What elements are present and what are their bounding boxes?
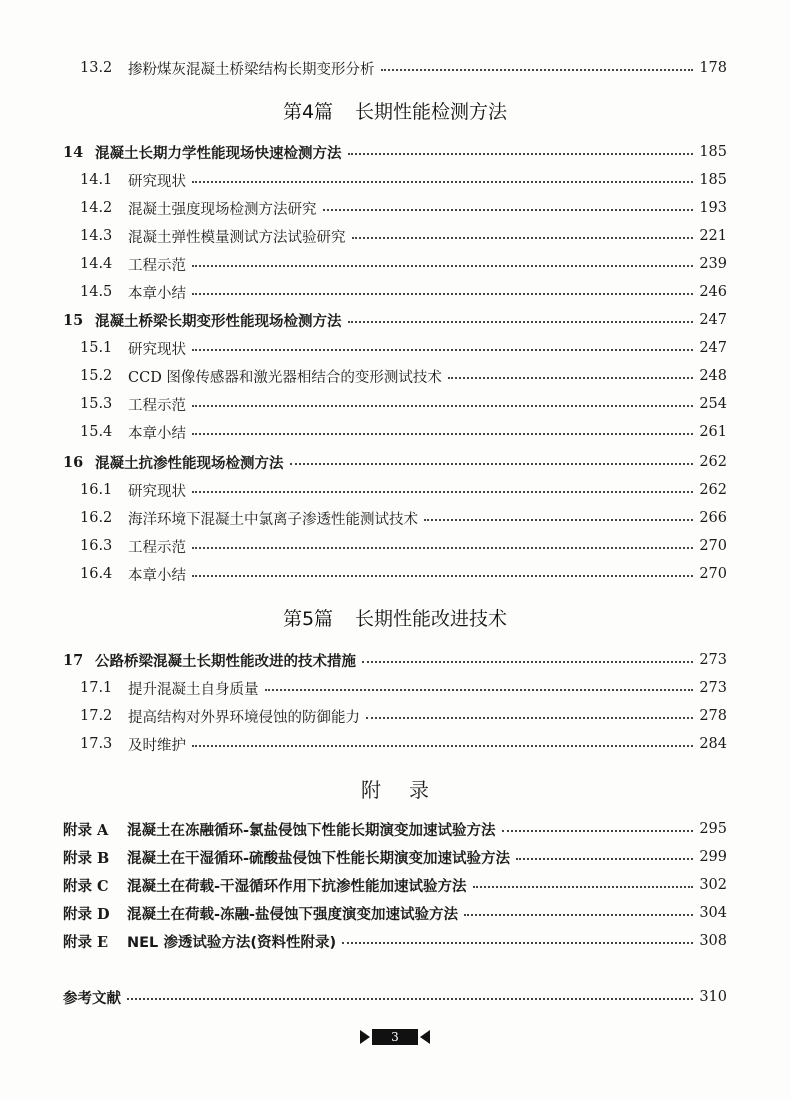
dot-leader xyxy=(192,405,693,407)
entry-page: 178 xyxy=(699,60,727,76)
toc-chapter[interactable] xyxy=(63,450,727,474)
chapter-page: 185 xyxy=(699,144,727,160)
dot-leader xyxy=(290,463,694,465)
entry-page: 193 xyxy=(699,200,727,216)
entry-page: 248 xyxy=(699,368,727,384)
toc-entry[interactable] xyxy=(80,280,727,304)
appendix-page: 302 xyxy=(699,877,727,893)
toc-entry[interactable] xyxy=(80,478,727,502)
toc-appendix[interactable] xyxy=(63,929,727,953)
entry-number: 14.3 xyxy=(80,228,113,244)
chapter-number: 15 xyxy=(63,311,84,329)
chapter-number: 16 xyxy=(63,453,84,471)
dot-leader xyxy=(192,181,693,183)
entry-title: 提高结构对外界环境侵蚀的防御能力 xyxy=(128,709,360,726)
dot-leader xyxy=(381,69,694,71)
entry-page: 270 xyxy=(699,566,727,582)
appendix-page: 299 xyxy=(699,849,727,865)
chapter-title: 混凝土长期力学性能现场快速检测方法 xyxy=(95,145,342,162)
dot-leader xyxy=(473,886,694,888)
entry-number: 16.4 xyxy=(80,566,113,582)
entry-number: 14.2 xyxy=(80,200,113,216)
toc-entry[interactable] xyxy=(80,562,727,586)
appendix-title: 混凝土在冻融循环-氯盐侵蚀下性能长期演变加速试验方法 xyxy=(127,822,496,839)
toc-entry[interactable] xyxy=(80,732,727,756)
appendix-title: NEL 渗透试验方法(资料性附录) xyxy=(127,934,337,951)
dot-leader xyxy=(352,237,694,239)
entry-title: 工程示范 xyxy=(128,257,186,274)
entry-title: 本章小结 xyxy=(128,285,186,302)
entry-number: 17.3 xyxy=(80,736,113,752)
entry-title: 及时维护 xyxy=(128,737,186,754)
toc-appendix[interactable] xyxy=(63,901,727,925)
entry-number: 13.2 xyxy=(80,60,113,76)
chapter-number: 17 xyxy=(63,651,84,669)
appendix-page: 304 xyxy=(699,905,727,921)
dot-leader xyxy=(265,689,694,691)
part-label: 第5篇 xyxy=(282,608,334,630)
appendix-number: 附录 A xyxy=(63,821,109,839)
dot-leader xyxy=(424,519,693,521)
toc-entry[interactable] xyxy=(80,704,727,728)
entry-number: 15.1 xyxy=(80,340,113,356)
dot-leader xyxy=(362,661,693,663)
dot-leader xyxy=(516,858,693,860)
dot-leader xyxy=(192,745,693,747)
appendix-number: 附录 E xyxy=(63,933,109,951)
toc-entry[interactable] xyxy=(80,252,727,276)
dot-leader xyxy=(348,153,694,155)
toc-references[interactable] xyxy=(63,985,727,1009)
chapter-page: 273 xyxy=(699,652,727,668)
toc-appendix[interactable] xyxy=(63,817,727,841)
dot-leader xyxy=(192,293,693,295)
entry-page: 246 xyxy=(699,284,727,300)
toc-entry[interactable] xyxy=(80,506,727,530)
entry-page: 284 xyxy=(699,736,727,752)
chapter-number: 14 xyxy=(63,143,84,161)
part-title: 长期性能改进技术 xyxy=(355,608,508,630)
appendix-number: 附录 B xyxy=(63,849,110,867)
dot-leader xyxy=(127,998,693,1000)
toc-entry[interactable] xyxy=(80,392,727,416)
appendix-page: 295 xyxy=(699,821,727,837)
entry-title: 提升混凝土自身质量 xyxy=(128,681,259,698)
right-triangle-icon xyxy=(360,1030,370,1044)
entry-title: 研究现状 xyxy=(128,483,186,500)
appendix-heading: 附录 xyxy=(361,778,457,802)
entry-page: 262 xyxy=(699,482,727,498)
chapter-title: 公路桥梁混凝土长期性能改进的技术措施 xyxy=(95,653,356,670)
entry-number: 15.3 xyxy=(80,396,113,412)
part-heading xyxy=(0,97,790,124)
toc-entry[interactable] xyxy=(80,56,727,80)
appendix-title: 混凝土在荷载-干湿循环作用下抗渗性能加速试验方法 xyxy=(127,878,467,895)
dot-leader xyxy=(192,265,693,267)
entry-page: 254 xyxy=(699,396,727,412)
toc-appendix[interactable] xyxy=(63,873,727,897)
references-title: 参考文献 xyxy=(63,990,121,1007)
chapter-page: 247 xyxy=(699,312,727,328)
entry-number: 16.1 xyxy=(80,482,113,498)
entry-number: 14.4 xyxy=(80,256,113,272)
page-number: 3 xyxy=(372,1029,418,1045)
part-title: 长期性能检测方法 xyxy=(355,101,508,123)
dot-leader xyxy=(366,717,693,719)
entry-title: 工程示范 xyxy=(128,397,186,414)
dot-leader xyxy=(192,575,693,577)
dot-leader xyxy=(342,942,693,944)
chapter-title: 混凝土抗渗性能现场检测方法 xyxy=(95,455,284,472)
entry-number: 17.2 xyxy=(80,708,113,724)
entry-number: 16.3 xyxy=(80,538,113,554)
entry-title: CCD 图像传感器和激光器相结合的变形测试技术 xyxy=(128,369,442,386)
toc-entry[interactable] xyxy=(80,168,727,192)
toc-entry[interactable] xyxy=(80,676,727,700)
toc-chapter[interactable] xyxy=(63,648,727,672)
entry-title: 掺粉煤灰混凝土桥梁结构长期变形分析 xyxy=(128,61,375,78)
appendix-number: 附录 C xyxy=(63,877,109,895)
entry-page: 266 xyxy=(699,510,727,526)
toc-chapter[interactable] xyxy=(63,308,727,332)
appendix-title: 混凝土在荷载-冻融-盐侵蚀下强度演变加速试验方法 xyxy=(127,906,459,923)
left-triangle-icon xyxy=(420,1030,430,1044)
references-page: 310 xyxy=(699,989,727,1005)
page-footer xyxy=(0,1026,790,1048)
entry-page: 261 xyxy=(699,424,727,440)
entry-title: 混凝土强度现场检测方法研究 xyxy=(128,201,317,218)
toc-entry[interactable] xyxy=(80,224,727,248)
part-label: 第4篇 xyxy=(282,101,334,123)
entry-number: 17.1 xyxy=(80,680,113,696)
dot-leader xyxy=(323,209,694,211)
part-heading xyxy=(0,604,790,631)
entry-page: 221 xyxy=(699,228,727,244)
entry-title: 本章小结 xyxy=(128,425,186,442)
entry-number: 15.4 xyxy=(80,424,113,440)
entry-number: 15.2 xyxy=(80,368,113,384)
entry-page: 273 xyxy=(699,680,727,696)
toc-entry[interactable] xyxy=(80,196,727,220)
entry-number: 14.5 xyxy=(80,284,113,300)
dot-leader xyxy=(192,349,693,351)
dot-leader xyxy=(348,321,694,323)
entry-title: 研究现状 xyxy=(128,173,186,190)
entry-title: 研究现状 xyxy=(128,341,186,358)
appendix-number: 附录 D xyxy=(63,905,110,923)
appendix-title: 混凝土在干湿循环-硫酸盐侵蚀下性能长期演变加速试验方法 xyxy=(127,850,511,867)
dot-leader xyxy=(192,433,693,435)
entry-number: 16.2 xyxy=(80,510,113,526)
entry-page: 278 xyxy=(699,708,727,724)
dot-leader xyxy=(192,547,693,549)
entry-title: 混凝土弹性模量测试方法试验研究 xyxy=(128,229,346,246)
entry-page: 270 xyxy=(699,538,727,554)
dot-leader xyxy=(502,830,694,832)
toc-entry[interactable] xyxy=(80,420,727,444)
dot-leader xyxy=(464,914,693,916)
toc-entry[interactable] xyxy=(80,336,727,360)
appendix-page: 308 xyxy=(699,933,727,949)
entry-page: 239 xyxy=(699,256,727,272)
chapter-page: 262 xyxy=(699,454,727,470)
dot-leader xyxy=(192,491,693,493)
toc-entry[interactable] xyxy=(80,534,727,558)
toc-appendix[interactable] xyxy=(63,845,727,869)
toc-chapter[interactable] xyxy=(63,140,727,164)
chapter-title: 混凝土桥梁长期变形性能现场检测方法 xyxy=(95,313,342,330)
entry-page: 185 xyxy=(699,172,727,188)
entry-title: 本章小结 xyxy=(128,567,186,584)
toc-entry[interactable] xyxy=(80,364,727,388)
entry-title: 海洋环境下混凝土中氯离子渗透性能测试技术 xyxy=(128,511,418,528)
entry-number: 14.1 xyxy=(80,172,113,188)
entry-title: 工程示范 xyxy=(128,539,186,556)
entry-page: 247 xyxy=(699,340,727,356)
dot-leader xyxy=(448,377,693,379)
